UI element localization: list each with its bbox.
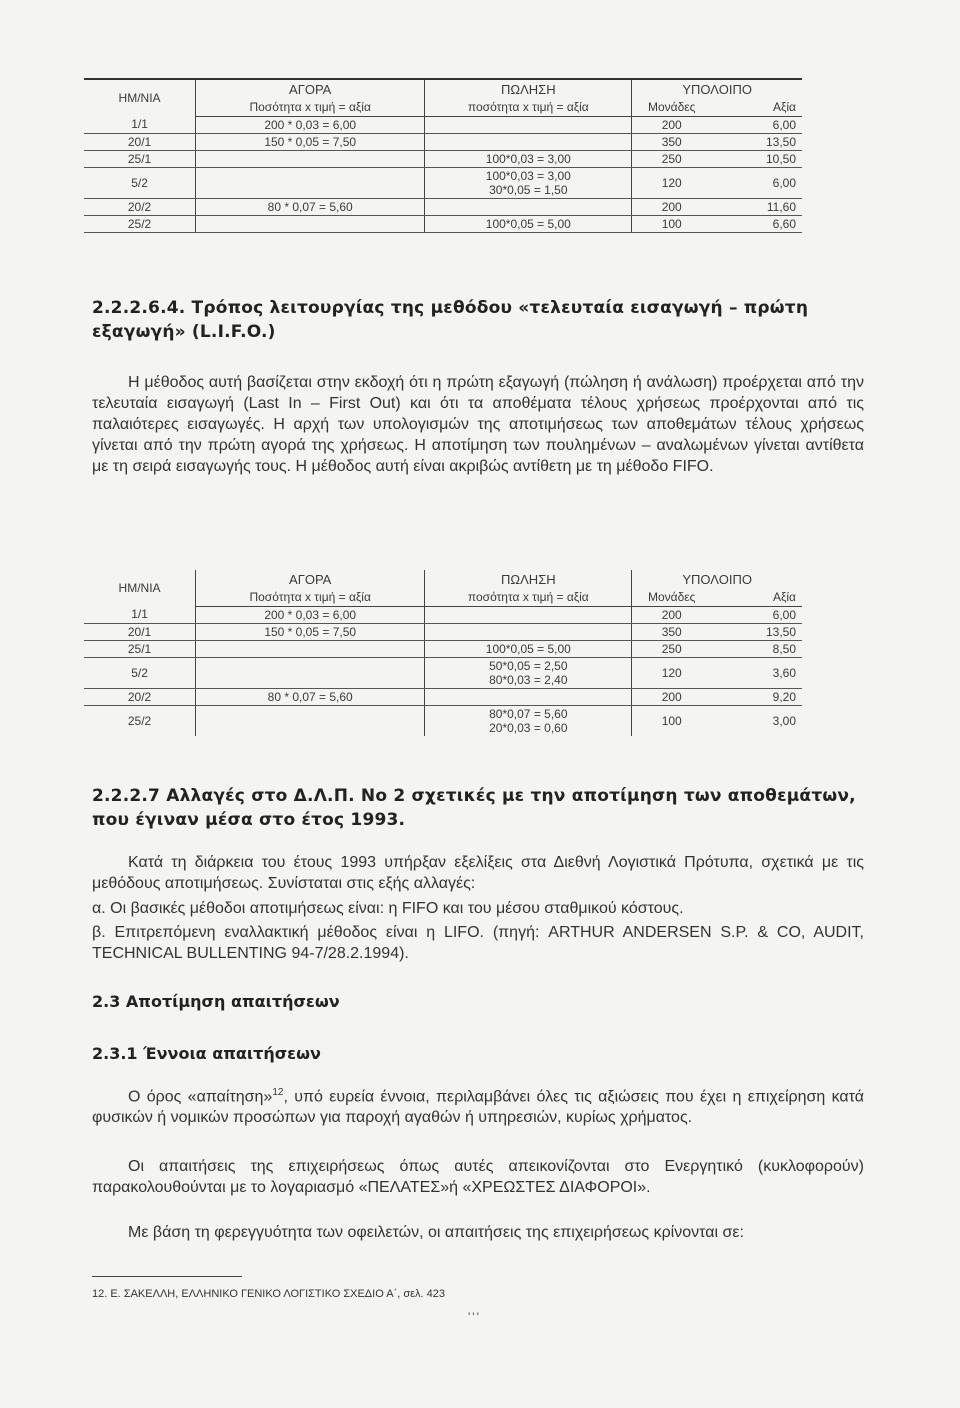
cell-purchase: 200 * 0,03 = 6,00 (196, 607, 425, 624)
cell-purchase (196, 168, 425, 199)
section-heading-2-3: 2.3 Αποτίμηση απαιτήσεων (92, 992, 340, 1011)
cell-sale: 100*0,03 = 3,00 (425, 151, 632, 168)
cell-value: 9,20 (711, 689, 802, 706)
cell-sale: 100*0,05 = 5,00 (425, 216, 632, 233)
table-row (84, 151, 802, 168)
cell-value: 6,00 (711, 117, 802, 134)
sale-line: 100*0,03 = 3,00 (485, 169, 571, 183)
cell-date: 20/2 (84, 689, 196, 706)
subsection-heading-2-3-1: 2.3.1 Έννοια απαιτήσεων (92, 1044, 321, 1063)
cell-units: 200 (632, 689, 711, 706)
list-item-b: β. Επιτρεπόμενη εναλλακτική μέθοδος είναι η LIFO. (πηγή: ARTHUR ANDERSEN S.P. & CO, AUDIT, TECHNICAL BULLENTING 94-7/28.2.1994). (92, 924, 864, 962)
table-row (84, 199, 802, 216)
cell-purchase: 80 * 0,07 = 5,60 (196, 689, 425, 706)
table-row (84, 607, 802, 624)
cell-sale (425, 658, 632, 689)
cell-date: 1/1 (84, 607, 196, 624)
cell-value: 13,50 (711, 134, 802, 151)
table-row (84, 658, 802, 689)
table-row (84, 168, 802, 199)
paragraph-lifo: Η μέθοδος αυτή βασίζεται στην εκδοχή ότι η πρώτη εξαγωγή (πώληση ή ανάλωση) προέρχεται από την τελευταία εισαγωγή (Last In – First Out) και ότι τα αποθέματα τέλους χρήσεως προέρχονται από τις παλαιότερες εισαγωγές. Η αρχή των υπολογισμών της αποτιμήσεως των αποθεμάτων τέλους χρήσεως γίνεται από την πρώτη αγορά της χρήσεως. Η αποτίμηση των πουλημένων – αναλωμένων γίνεται αντίθετα με τη σειρά εισαγωγής τους. Η μέθοδος αυτή είναι ακριβώς αντίθετη με τη μέθοδο FIFO. (92, 374, 864, 475)
cell-date: 25/1 (84, 641, 196, 658)
header-date: ΗΜ/ΝΙΑ (84, 570, 196, 607)
footnote: 12. Ε. ΣΑΚΕΛΛΗ, ΕΛΛΗΝΙΚΟ ΓΕΝΙΚΟ ΛΟΓΙΣΤΙΚΟ ΣΧΕΔΙΟ Α΄, σελ. 423 (92, 1288, 445, 1300)
footnote-ref: 12 (272, 1087, 284, 1098)
page-mark: ''' (468, 1310, 481, 1324)
table-row (84, 216, 802, 233)
cell-purchase (196, 658, 425, 689)
cell-value: 6,00 (711, 168, 802, 199)
cell-purchase: 80 * 0,07 = 5,60 (196, 199, 425, 216)
cell-date: 1/1 (84, 117, 196, 134)
cell-value: 13,50 (711, 624, 802, 641)
cell-sale (425, 117, 632, 134)
cell-sale (425, 706, 632, 737)
header-date: ΗΜ/ΝΙΑ (84, 79, 196, 117)
paragraph-claims-accounts: Οι απαιτήσεις της επιχειρήσεως όπως αυτές απεικονίζονται στο Ενεργητικό (κυκλοφορούν) παρακολουθούνται με το λογαριασμό «ΠΕΛΑΤΕΣ»ή «ΧΡΕΩΣΤΕΣ ΔΙΑΦΟΡΟΙ». (92, 1158, 864, 1196)
claims-definition-end: , υπό ευρεία έννοια, περιλαμβάνει όλες τις αξιώσεις που έχει η επιχείρηση κατά φυσικών ή νομικών προσώπων για παροχή αγαθών ή υπηρεσιών, κυρίως χρήματος. (92, 1088, 864, 1127)
header-purchase: ΑΓΟΡΑ (196, 79, 425, 98)
cell-date: 25/1 (84, 151, 196, 168)
header-units: Μονάδες (632, 98, 711, 117)
cell-units: 350 (632, 624, 711, 641)
header-purchase: ΑΓΟΡΑ (196, 570, 425, 588)
cell-value: 3,00 (772, 713, 796, 728)
cell-date: 25/2 (84, 706, 196, 737)
claims-definition-start: Ο όρος «απαίτηση» (128, 1088, 273, 1106)
cell-purchase: 200 * 0,03 = 6,00 (196, 117, 425, 134)
cell-units: 250 (632, 151, 711, 168)
header-sale-sub: ποσότητα x τιμή = αξία (425, 98, 632, 117)
header-units: Μονάδες (632, 588, 711, 607)
cell-date: 20/1 (84, 624, 196, 641)
cell-date: 20/2 (84, 199, 196, 216)
table-row (84, 706, 802, 737)
table-row (84, 134, 802, 151)
cell-purchase (196, 706, 425, 737)
sale-line: 30*0,05 = 1,50 (489, 183, 568, 197)
cell-value: 6,60 (711, 216, 802, 233)
cell-units: 100 (632, 216, 711, 233)
header-sale: ΠΩΛΗΣΗ (425, 570, 632, 588)
cell-date: 5/2 (84, 168, 196, 199)
cell-date: 5/2 (84, 658, 196, 689)
cell-sale (425, 168, 632, 199)
header-sale-sub: ποσότητα x τιμή = αξία (425, 588, 632, 607)
table-row (84, 624, 802, 641)
paragraph-claims-solvency: Με βάση τη φερεγγυότητα των οφειλετών, οι απαιτήσεις της επιχειρήσεως κρίνονται σε: (128, 1224, 744, 1241)
cell-date: 25/2 (84, 216, 196, 233)
sale-line: 50*0,05 = 2,50 (489, 659, 568, 673)
paragraph-changes-intro: Κατά τη διάρκεια του έτους 1993 υπήρξαν εξελίξεις στα Διεθνή Λογιστικά Πρότυπα, σχετικά με τις μεθόδους αποτιμήσεως. Συνίσταται στις εξής αλλαγές: (92, 854, 864, 892)
header-purchase-sub: Ποσότητα x τιμή = αξία (196, 588, 425, 607)
sale-line: 80*0,07 = 5,60 (489, 707, 568, 721)
cell-purchase (196, 216, 425, 233)
header-sale: ΠΩΛΗΣΗ (425, 79, 632, 98)
cell-units: 200 (632, 117, 711, 134)
cell-units: 250 (632, 641, 711, 658)
header-balance: ΥΠΟΛΟΙΠΟ (682, 571, 752, 587)
cell-purchase: 150 * 0,05 = 7,50 (196, 134, 425, 151)
cell-sale (425, 689, 632, 706)
cell-units: 200 (632, 607, 711, 624)
cell-units: 100 (661, 713, 682, 728)
cell-units: 120 (632, 168, 711, 199)
cell-value: 10,50 (711, 151, 802, 168)
section-heading-changes: 2.2.2.7 Αλλαγές στο Δ.Λ.Π. Νο 2 σχετικές με την αποτίμηση των αποθεμάτων, που έγιναν μέσα στο έτος 1993. (92, 786, 856, 830)
table-row (84, 641, 802, 658)
cell-value: 8,50 (711, 641, 802, 658)
header-purchase-sub: Ποσότητα x τιμή = αξία (196, 98, 425, 117)
list-item-a: α. Οι βασικές μέθοδοι αποτιμήσεως είναι: η FIFO και του μέσου σταθμικού κόστους. (92, 900, 684, 917)
footnote-separator (92, 1276, 242, 1277)
cell-sale (425, 607, 632, 624)
cell-units: 120 (632, 658, 711, 689)
cell-sale (425, 134, 632, 151)
cell-units: 350 (632, 134, 711, 151)
cell-sale (425, 624, 632, 641)
sale-line: 20*0,03 = 0,60 (489, 721, 568, 735)
header-value: Αξία (711, 98, 802, 117)
cell-date: 20/1 (84, 134, 196, 151)
lifo-inventory-table (84, 570, 802, 736)
sale-line: 80*0,03 = 2,40 (489, 673, 568, 687)
section-heading-lifo: 2.2.2.6.4. Τρόπος λειτουργίας της μεθόδου «τελευταία εισαγωγή – πρώτη εξαγωγή» (L.I.F.O.) (92, 298, 809, 342)
cell-purchase: 150 * 0,05 = 7,50 (196, 624, 425, 641)
cell-purchase (196, 641, 425, 658)
cell-purchase (196, 151, 425, 168)
cell-value: 6,00 (711, 607, 802, 624)
header-value: Αξία (711, 588, 802, 607)
header-balance: ΥΠΟΛΟΙΠΟ (682, 81, 752, 97)
cell-value: 3,60 (711, 658, 802, 689)
cell-sale (425, 199, 632, 216)
table-row (84, 117, 802, 134)
cell-units: 200 (632, 199, 711, 216)
table-row (84, 689, 802, 706)
fifo-inventory-table (84, 78, 802, 233)
paragraph-claims-definition (92, 1082, 864, 1128)
cell-value: 11,60 (711, 199, 802, 216)
cell-sale: 100*0,05 = 5,00 (425, 641, 632, 658)
